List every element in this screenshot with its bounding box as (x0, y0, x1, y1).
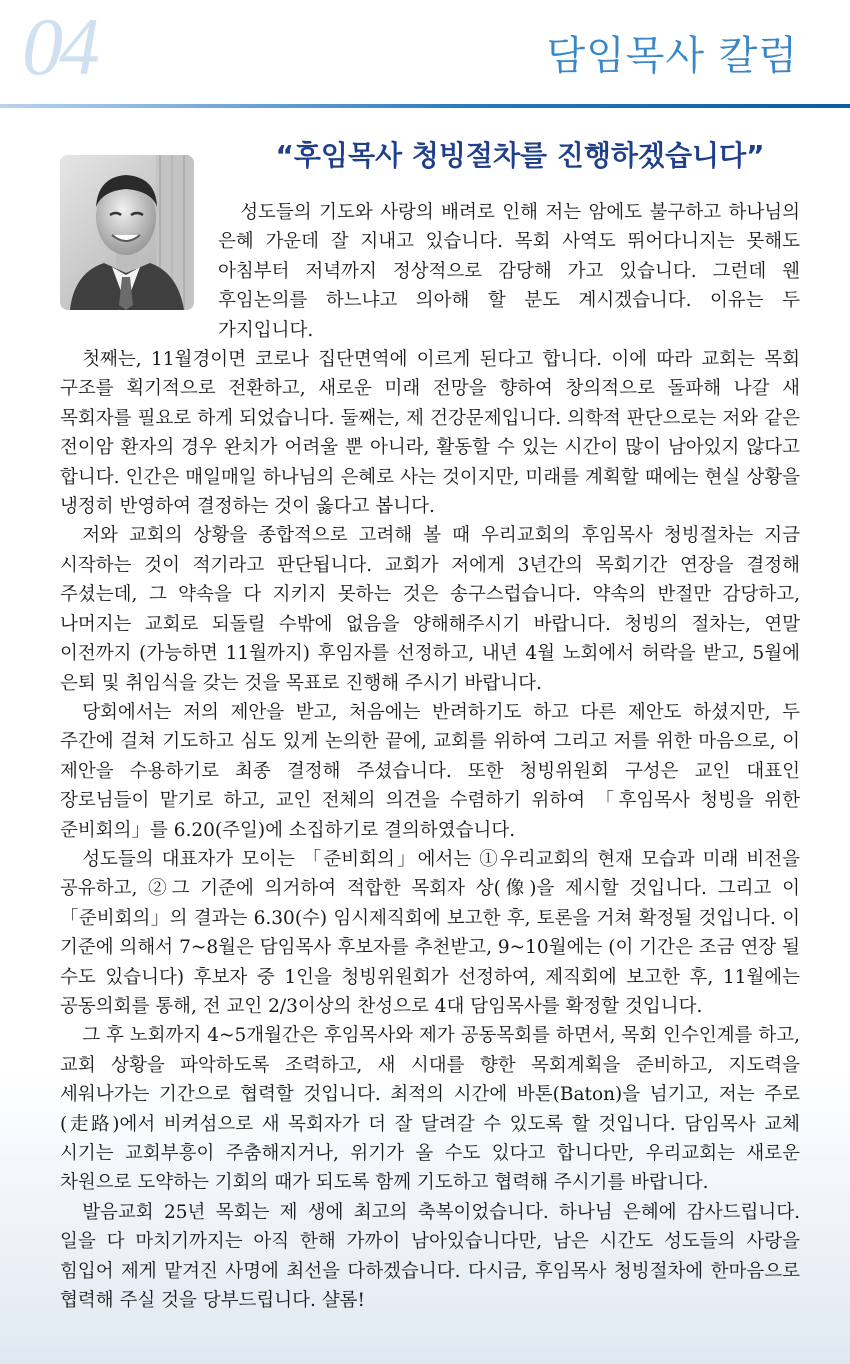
paragraph-6: 그 후 노회까지 4~5개월간은 후임목사와 제가 공동목회를 하면서, 목회 인수인계를 하고, 교회 상황을 파악하도록 조력하고, 새 시대를 향한 목회계획을 준비하고, 지도력을 세워나가는 기간으로 협력할 것입니다. 최적의 시간에 바톤(Baton)을 넘기고, 저는 주로(走路)에서 비켜섬으로 새 목회자가 더 잘 달려갈 수 있도록 할 것입니다. 담임목사 교체 시기는 교회부흥이 주춤해지거나, 위기가 올 수도 있다고 합니다만, 우리교회는 새로운 차원으로 도약하는 기회의 때가 되도록 함께 기도하고 협력해 주시기를 바랍니다. (60, 1025, 800, 1194)
page-number: 04 (22, 1, 96, 92)
article-title: “후임목사 청빙절차를 진행하겠습니다” (275, 139, 765, 172)
paragraph-1: 성도들의 기도와 사랑의 배려로 인해 저는 암에도 불구하고 하나님의 은혜 가운데 잘 지내고 있습니다. 목회 사역도 뛰어다니지는 못해도 아침부터 저녁까지 정상적으로 감당해 가고 있습니다. 그런데 웬 후임논의를 하느냐고 의아해 할 분도 계시겠습니다. 이유는 두 가지입니다. (218, 202, 800, 341)
photo-wrap-spacer (60, 198, 218, 316)
paragraph-3: 저와 교회의 상황을 종합적으로 고려해 볼 때 우리교회의 후임목사 청빙절차는 지금 시작하는 것이 적기라고 판단됩니다. 교회가 저에게 3년간의 목회기간 연장을 결정해 주셨는데, 그 약속을 다 지키지 못하는 것은 송구스럽습니다. 약속의 반절만 감당하고, 나머지는 교회로 되돌릴 수밖에 없음을 양해해주시기 바랍니다. 청빙의 절차는, 연말 이전까지 (가능하면 11월까지) 후임자를 선정하고, 내년 4월 노회에서 허락을 받고, 5월에 은퇴 및 취임식을 갖는 것을 목표로 진행해 주시기 바랍니다. (60, 525, 800, 694)
paragraph-4: 당회에서는 저의 제안을 받고, 처음에는 반려하기도 하고 다른 제안도 하셨지만, 두 주간에 걸쳐 기도하고 심도 있게 논의한 끝에, 교회를 위하여 그리고 저를 위한 마음으로, 이 제안을 수용하기로 최종 결정해 주셨습니다. 또한 청빙위원회 구성은 교인 대표인 장로님들이 맡기로 하고, 교인 전체의 의견을 수렴하기 위하여 「후임목사 청빙을 위한 준비회의」를 6.20(주일)에 소집하기로 결의하였습니다. (60, 701, 800, 841)
section-title: 담임목사 칼럼 (546, 33, 798, 79)
paragraph-7: 발음교회 25년 목회는 제 생에 최고의 축복이었습니다. 하나님 은혜에 감사드립니다. 일을 다 마치기까지는 아직 한해 가까이 남아있습니다만, 남은 시간도 성도들의 사랑을 힘입어 제게 맡겨진 사명에 최선을 다하겠습니다. 다시금, 후임목사 청빙절차에 한마음으로 협력해 주실 것을 당부드립니다. 샬롬! (60, 1201, 800, 1312)
header-divider (0, 104, 850, 108)
paragraph-2: 첫째는, 11월경이면 코로나 집단면역에 이르게 된다고 합니다. 이에 따라 교회는 목회 구조를 획기적으로 전환하고, 새로운 미래 전망을 향하여 창의적으로 돌파해 나갈 새 목회자를 필요로 하게 되었습니다. 둘째는, 제 건강문제입니다. 의학적 판단으로는 저와 같은 전이암 환자의 경우 완치가 어려울 뿐 아니라, 활동할 수 있는 시간이 많이 남아있지 않다고 합니다. 인간은 매일매일 하나님의 은혜로 사는 것이지만, 미래를 계획할 때에는 현실 상황을 냉정히 반영하여 결정하는 것이 옳다고 봅니다. (60, 349, 800, 518)
article-body (60, 198, 800, 1315)
paragraph-5: 성도들의 대표자가 모이는 「준비회의」에서는 ①우리교회의 현재 모습과 미래 비전을 공유하고, ②그 기준에 의거하여 적합한 목회자 상(像)을 제시할 것입니다. 그리고 이 「준비회의」의 결과는 6.30(수) 임시제직회에 보고한 후, 토론을 거쳐 확정될 것입니다. 이 기준에 의해서 7~8월은 담임목사 후보자를 추천받고, 9~10월에는 (이 기간은 조금 연장 될 수도 있습니다) 후보자 중 1인을 청빙위원회가 선정하여, 제직회에 보고한 후, 11월에는 공동의회를 통해, 전 교인 2/3이상의 찬성으로 4대 담임목사를 확정할 것입니다. (60, 848, 800, 1017)
